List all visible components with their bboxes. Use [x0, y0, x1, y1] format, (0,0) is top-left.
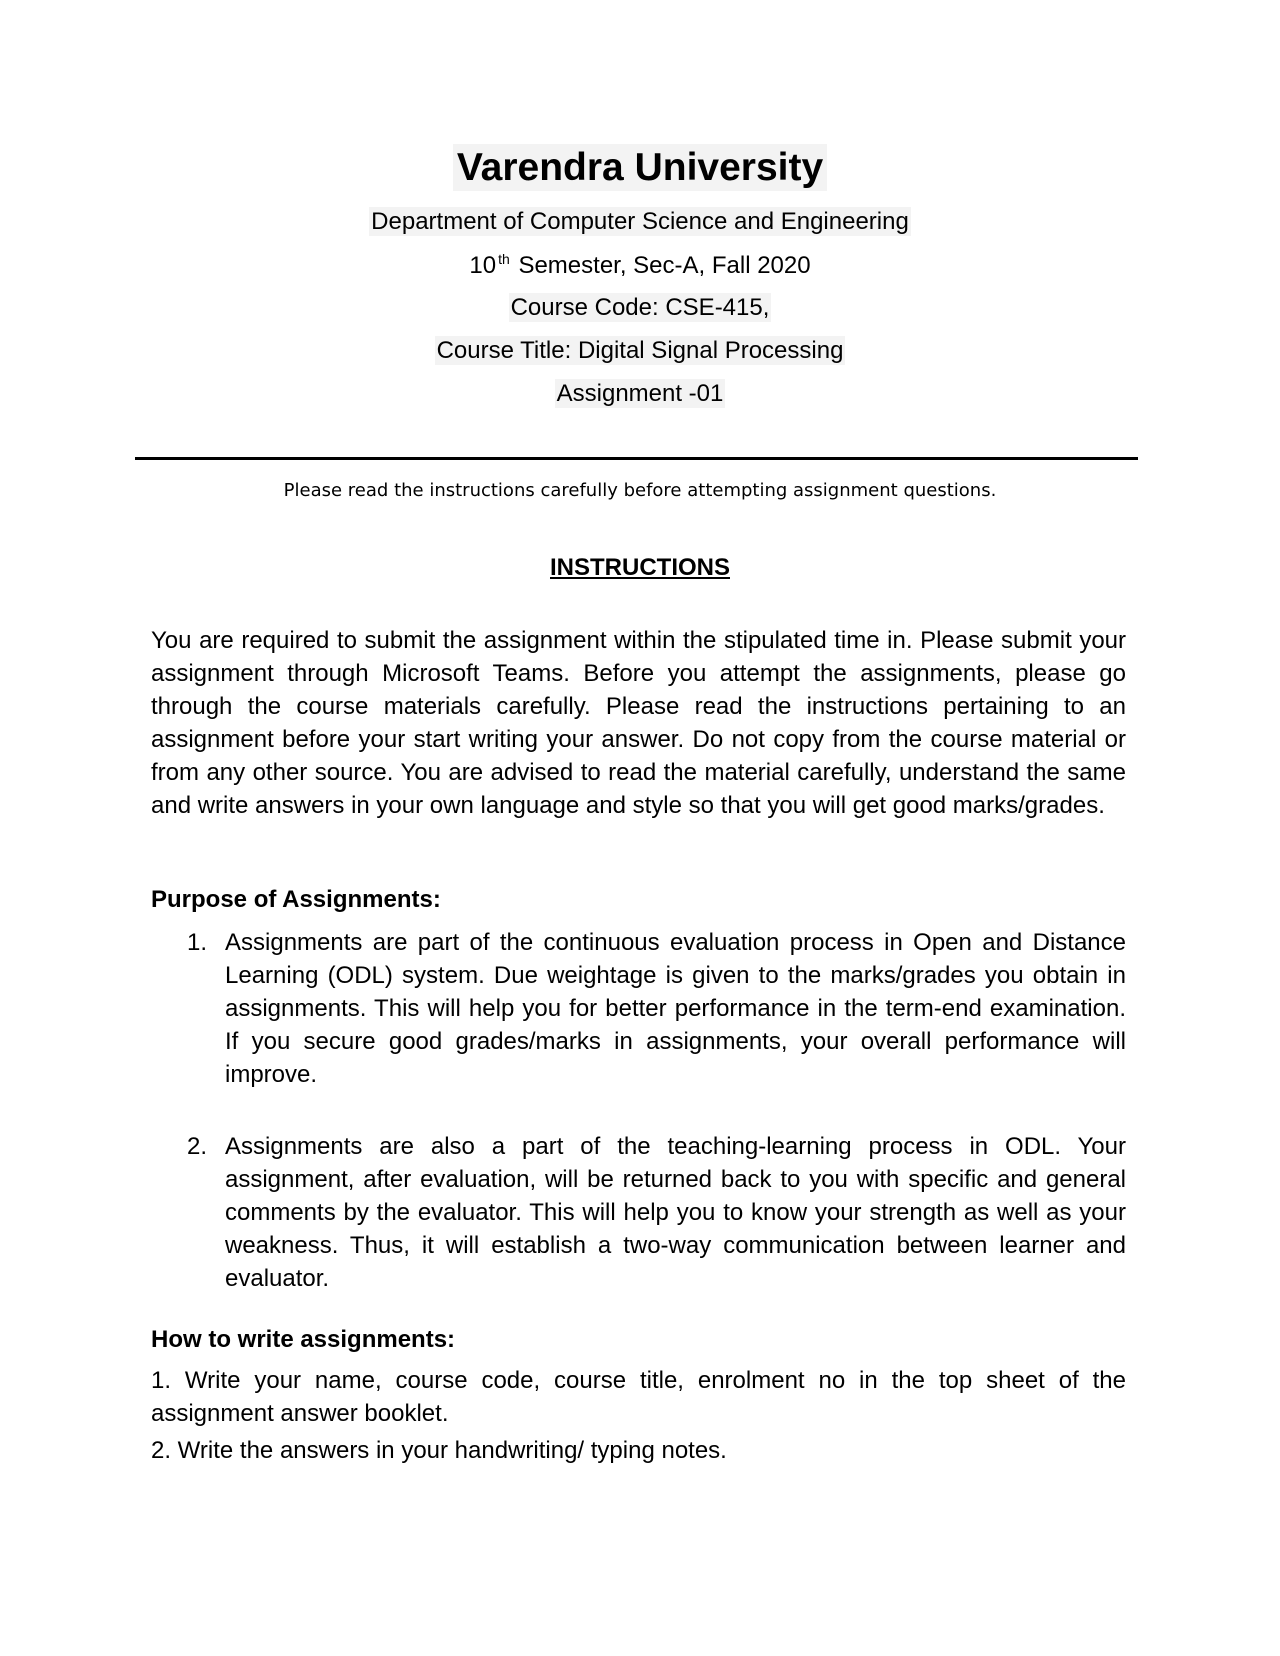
department-line — [0, 208, 1280, 236]
university-name: Varendra University — [453, 144, 827, 191]
list-item-number: 2. — [187, 1133, 208, 1160]
instructions-note: Please read the instructions carefully before attempting assignment questions. — [283, 480, 997, 501]
semester-text — [465, 251, 814, 280]
list-item-number: 1. — [187, 929, 208, 956]
course-title-line — [0, 337, 1280, 365]
semester-superscript: th — [498, 251, 510, 267]
department-name: Department of Computer Science and Engineering — [371, 208, 909, 235]
purpose-list — [151, 926, 1126, 1091]
university-title — [0, 146, 1280, 190]
instructions-heading: INSTRUCTIONS — [550, 554, 730, 581]
assignment-number: Assignment -01 — [556, 380, 724, 407]
semester-number: 10 — [469, 252, 497, 279]
howto-heading: How to write assignments: — [151, 1326, 456, 1353]
howto-item-1: 1. Write your name, course code, course title, enrolment no in the top sheet of the assignment answer booklet. — [151, 1367, 1126, 1427]
howto-item-2: 2. Write the answers in your handwriting/ typing notes. — [151, 1437, 727, 1464]
list-item — [151, 1130, 1126, 1295]
list-item-text: Assignments are part of the continuous evaluation process in Open and Distance Learning (ODL) system. Due weightage is given to the marks/grades you obtain in assignments. This will help you for better performance in the term-end examination. If you secure good grades/marks in assignments, your overall performance will improve. — [225, 929, 1126, 1088]
course-code-line — [0, 294, 1280, 322]
purpose-list-2 — [151, 1130, 1126, 1295]
list-item-text: Assignments are also a part of the teaching-learning process in ODL. Your assignment, after evaluation, will be returned back to you with specific and general comments by the evaluator. This will help you to know your strength as well as your weakness. Thus, it will establish a two-way communication between learner and evaluator. — [225, 1133, 1126, 1292]
semester-line — [0, 251, 1280, 280]
semester-details: Semester, Sec-A, Fall 2020 — [511, 252, 811, 279]
course-code: Course Code: CSE-415, — [510, 294, 770, 321]
instructions-paragraph: You are required to submit the assignment within the stipulated time in. Please submit your assignment through Microsoft Teams. Before you attempt the assignments, please go through the course materials carefully. Please read the instructions pertaining to an assignment before your start writing your answer. Do not copy from the course material or from any other source. You are advised to read the material carefully, understand the same and write answers in your own language and style so that you will get good marks/grades. — [151, 627, 1126, 819]
purpose-heading: Purpose of Assignments: — [151, 886, 441, 913]
assignment-line — [0, 380, 1280, 408]
course-title: Course Title: Digital Signal Processing — [436, 337, 844, 364]
header-divider — [135, 457, 1138, 460]
list-item — [151, 926, 1126, 1091]
